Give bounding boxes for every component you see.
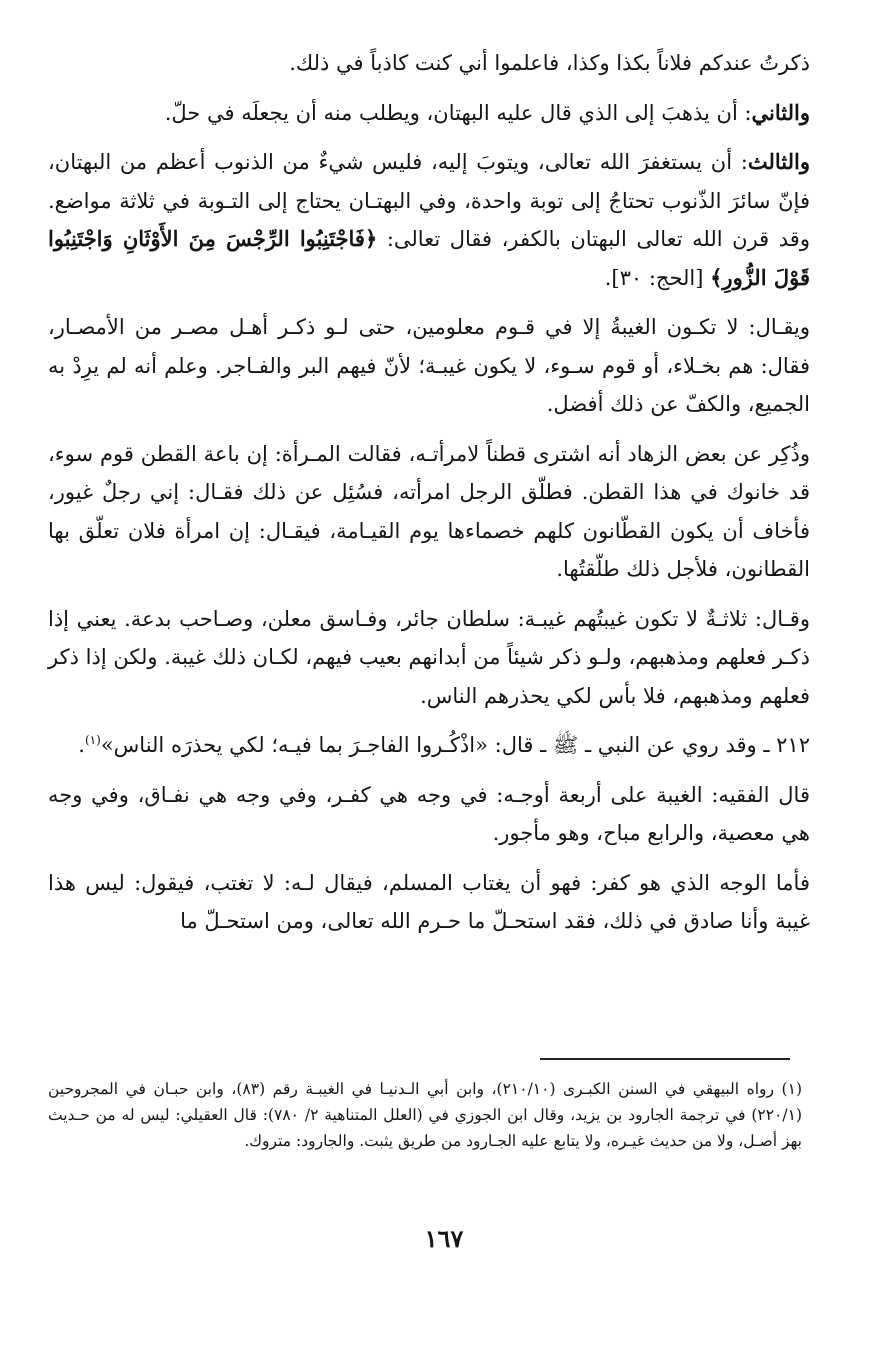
paragraph-text: : أن يذهبَ إلى الذي قال عليه البهتان، ويطلب منه أن يجعلَه في حلّ. <box>164 100 752 125</box>
footnote-reference[interactable]: (١) <box>84 733 101 747</box>
quran-verse: ﴿فَاجْتَنِبُوا الرِّجْسَ مِنَ الأَوْثَانِ وَاجْتَنِبُوا قَوْلَ الزُّورِ﴾ <box>48 226 810 290</box>
paragraph-text: ٢١٢ ـ وقد روي عن النبي ـ ﷺ ـ قال: «اذْكُـروا الفاجـرَ بما فيـه؛ لكي يحذرَه الناس» <box>100 733 810 757</box>
paragraph-3 <box>48 143 810 297</box>
paragraph-7-hadith <box>48 726 810 765</box>
page-number: ١٦٧ <box>424 1224 464 1253</box>
paragraph-4 <box>48 308 810 424</box>
paragraph-5 <box>48 435 810 589</box>
paragraph-end: . <box>78 733 85 757</box>
paragraph-lead: والثالث <box>747 149 810 174</box>
paragraph-1 <box>48 44 810 83</box>
paragraph-text: ذكرتُ عندكم فلاناً بكذا وكذا، فاعلموا أني كنت كاذباً في ذلك. <box>289 51 810 75</box>
paragraph-text: وذُكِر عن بعض الزهاد أنه اشترى قطناً لامرأتـه، فقالت المـرأة: إن باعة القطن قوم سوء، قد خانوك في هذا القطن. فطلّق الرجل امرأته، فسُئِل عن ذلك فقـال: إني رجلٌ غيور، فأخاف أن يكون القطّانون كلهم خصماءها يوم القيـامة، فيقـال: إن امرأة فلان تعلّق بها القطانون، فلأجل ذلك طلّقتُها. <box>48 441 810 581</box>
footnote-1: (١) رواه البيهقي في السنن الكبـرى (٢١٠/١٠)، وابن أبي الـدنيـا في الغيبـة رقم (٨٣)، وابن حبـان في المجروحين (٢٢٠/١) في ترجمة الجارود بن يزيد، وقال ابن الجوزي في (العلل المتناهية ٢/ ٧٨٠): قال العقيلي: ليس له من حـديث بهز أصـل، ولا من حديث غيـره، ولا يتابع عليه الجـارود من طريق يثبت. والجارود: متروك. <box>48 1080 802 1150</box>
paragraph-text: : أن يستغفرَ الله تعالى، ويتوبَ إليه، فليس شيءٌ من الذنوب أعظم من البهتان، فإنّ سائرَ الذّنوب تحتاجُ إلى توبة واحدة، وفي البهتـان يحتاج إلى التـوبة في ثلاثة مواضع. وقد قرن الله تعالى البهتان بالكفر، فقال تعالى: <box>48 150 810 251</box>
paragraph-text: قال الفقيه: الغيبة على أربعة أوجـه: في وجه هي كفـر، وفي وجه هي نفـاق، وفي وجه هي معصية، والرابع مباح، وهو مأجور. <box>48 782 810 845</box>
main-text <box>48 44 810 941</box>
paragraph-9 <box>48 864 810 941</box>
paragraph-6 <box>48 600 810 716</box>
paragraph-text: فأما الوجه الذي هو كفر: فهو أن يغتاب المسلم، فيقال لـه: لا تغتب، فيقول: ليس هذا غيبة وأنا صادق في ذلك، فقد استحـلّ ما حـرم الله تعالى، ومن استحـلّ ما <box>48 870 810 933</box>
footnote-divider <box>540 1058 790 1060</box>
paragraph-2 <box>48 94 810 133</box>
verse-citation: [الحج: ٣٠]. <box>604 265 711 290</box>
paragraph-8 <box>48 776 810 853</box>
paragraph-lead: والثاني <box>751 99 810 125</box>
paragraph-text: ويقـال: لا تكـون الغيبةُ إلا في قـوم معلومين، حتى لـو ذكـر أهـل مصـر من الأمصـار، فقال: هم بخـلاء، أو قوم سـوء، لا يكون غيبـة؛ لأنّ فيهم البر والفـاجر. وعلم أنه لم يرِدْ به الجميع، والكفّ عن ذلك أفضل. <box>48 315 810 416</box>
paragraph-text: وقـال: ثلاثـةٌ لا تكون غيبتُهم غيبـة: سلطان جائر، وفـاسق معلن، وصـاحب بدعة. يعني إذا ذكـر فعلهم ومذهبهم، ولـو ذكر شيئاً من أبدانهم بعيب فيهم، لكـان ذلك غيبة. ولكن إذا ذكر فعلهم ومذهبهم، فلا بأس لكي يحذرهم الناس. <box>48 606 810 708</box>
footnotes <box>48 1076 802 1154</box>
